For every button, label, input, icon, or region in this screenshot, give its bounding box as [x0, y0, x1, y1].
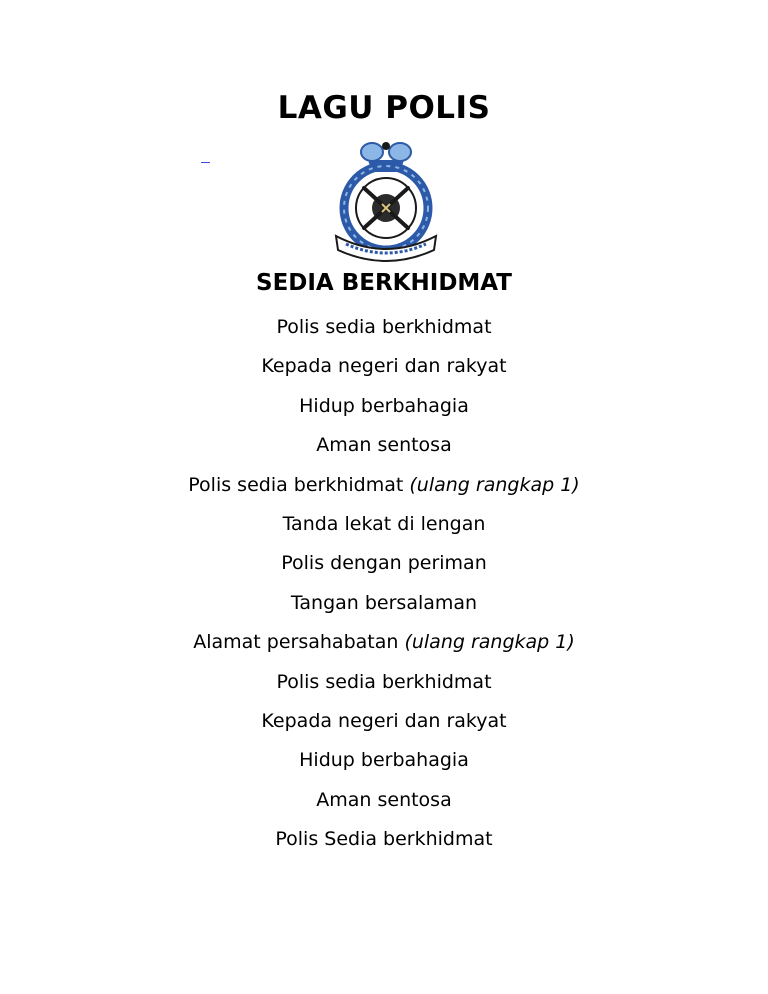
lyric-line	[0, 470, 768, 509]
lyric-line	[0, 430, 768, 469]
lyric-line	[0, 745, 768, 784]
repeat-note: (ulang rangkap 1)	[404, 631, 575, 654]
lyric-text: Hidup berbahagia	[299, 394, 469, 417]
lyric-line	[0, 509, 768, 548]
lyrics-list	[0, 312, 768, 863]
polis-emblem-icon	[330, 138, 442, 262]
lyric-text: Tanda lekat di lengan	[282, 512, 486, 535]
lyric-text: Polis Sedia berkhidmat	[275, 828, 493, 851]
lyric-line	[0, 706, 768, 745]
lyric-line	[0, 667, 768, 706]
repeat-note: (ulang rangkap 1)	[409, 473, 580, 496]
lyric-text: Polis dengan periman	[281, 552, 487, 575]
lyric-line	[0, 627, 768, 666]
lyric-text: Kepada negeri dan rakyat	[261, 709, 507, 732]
lyric-text: Polis sedia berkhidmat	[188, 473, 404, 496]
anchor-link[interactable]	[201, 150, 210, 163]
lyric-line	[0, 588, 768, 627]
lyric-text: Hidup berbahagia	[299, 749, 469, 772]
lyric-text: Aman sentosa	[316, 434, 452, 457]
lyric-line	[0, 351, 768, 390]
lyric-text: Tangan bersalaman	[290, 591, 478, 614]
lyric-line	[0, 391, 768, 430]
page-title: LAGU POLIS	[277, 90, 491, 126]
lyric-text: Polis sedia berkhidmat	[276, 670, 492, 693]
song-title: SEDIA BERKHIDMAT	[256, 270, 512, 296]
lyric-text: Aman sentosa	[316, 788, 452, 811]
lyric-text: Kepada negeri dan rakyat	[261, 355, 507, 378]
lyric-line	[0, 312, 768, 351]
lyric-line	[0, 548, 768, 587]
lyric-line	[0, 824, 768, 863]
lyric-text: Alamat persahabatan	[193, 631, 399, 654]
lyric-text: Polis sedia berkhidmat	[276, 316, 492, 338]
lyric-line	[0, 785, 768, 824]
